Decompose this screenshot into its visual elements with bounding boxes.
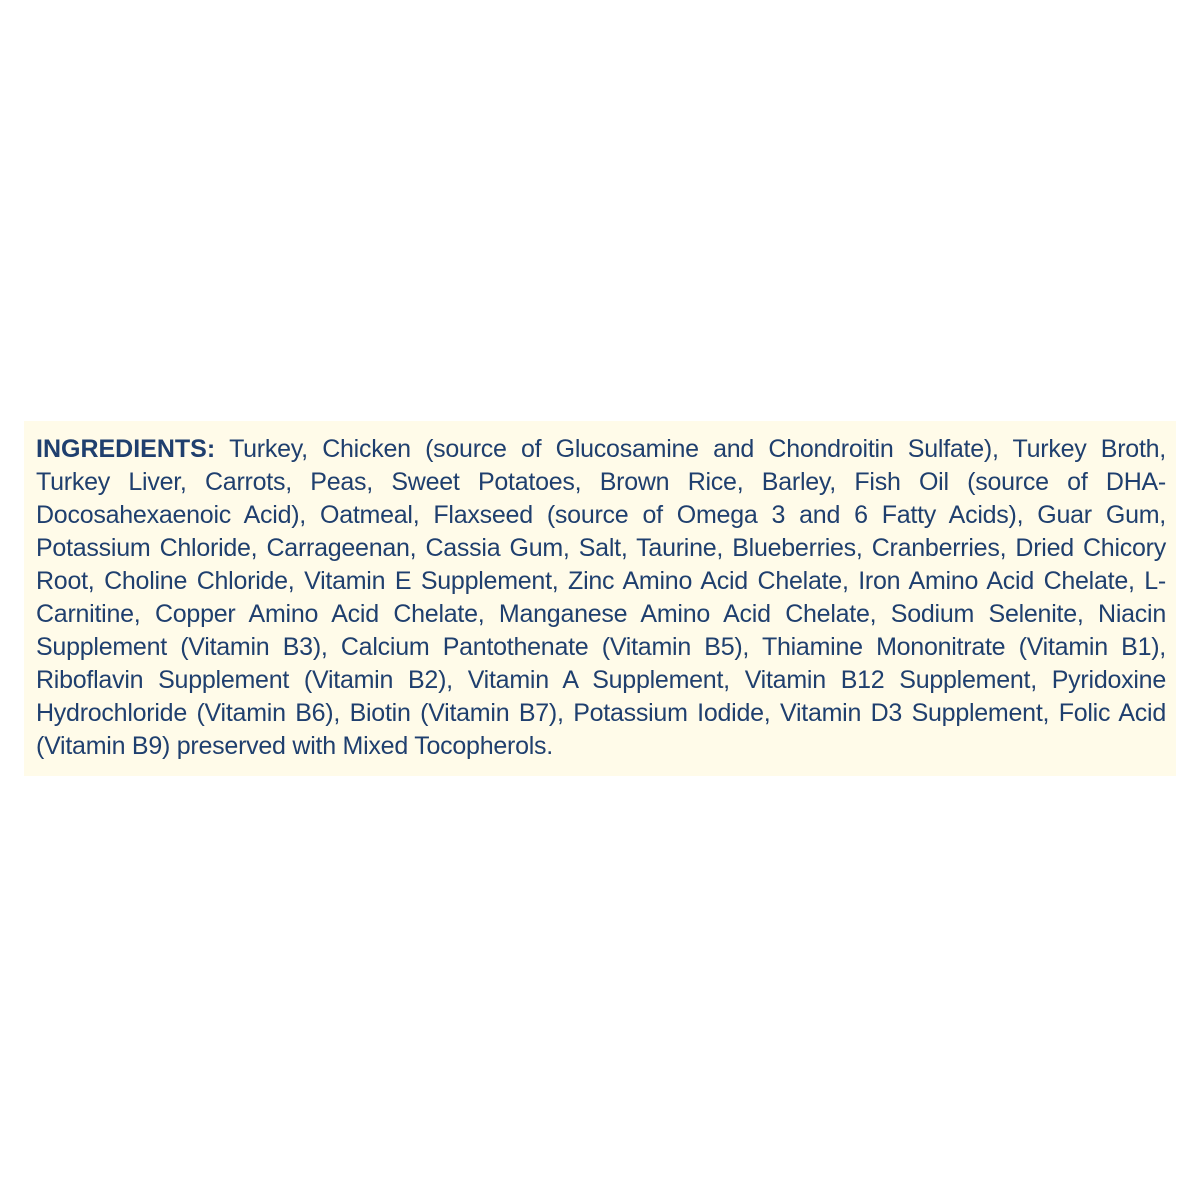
ingredients-panel [24,421,1176,776]
ingredients-heading: INGREDIENTS: [36,435,216,463]
ingredients-list: Turkey, Chicken (source of Glucosamine and Chondroitin Sulfate), Turkey Broth, Turkey Liver, Carrots, Peas, Sweet Potatoes, Brown Rice, Barley, Fish Oil (source of DHA-Docosahexaenoic Acid), Oatmeal, Flaxseed (source of Omega 3 and 6 Fatty Acids), Guar Gum, Potassium Chloride, Carrageenan, Cassia Gum, Salt, Taurine, Blueberries, Cranberries, Dried Chicory Root, Choline Chloride, Vitamin E Supplement, Zinc Amino Acid Chelate, Iron Amino Acid Chelate, L-Carnitine, Copper Amino Acid Chelate, Manganese Amino Acid Chelate, Sodium Selenite, Niacin Supplement (Vitamin B3), Calcium Pantothenate (Vitamin B5), Thiamine Mononitrate (Vitamin B1), Riboflavin Supplement (Vitamin B2), Vitamin A Supplement, Vitamin B12 Supplement, Pyridoxine Hydrochloride (Vitamin B6), Biotin (Vitamin B7), Potassium Iodide, Vitamin D3 Supplement, Folic Acid (Vitamin B9) preserved with Mixed Tocopherols. [36,435,1167,760]
ingredients-paragraph [36,433,1166,763]
